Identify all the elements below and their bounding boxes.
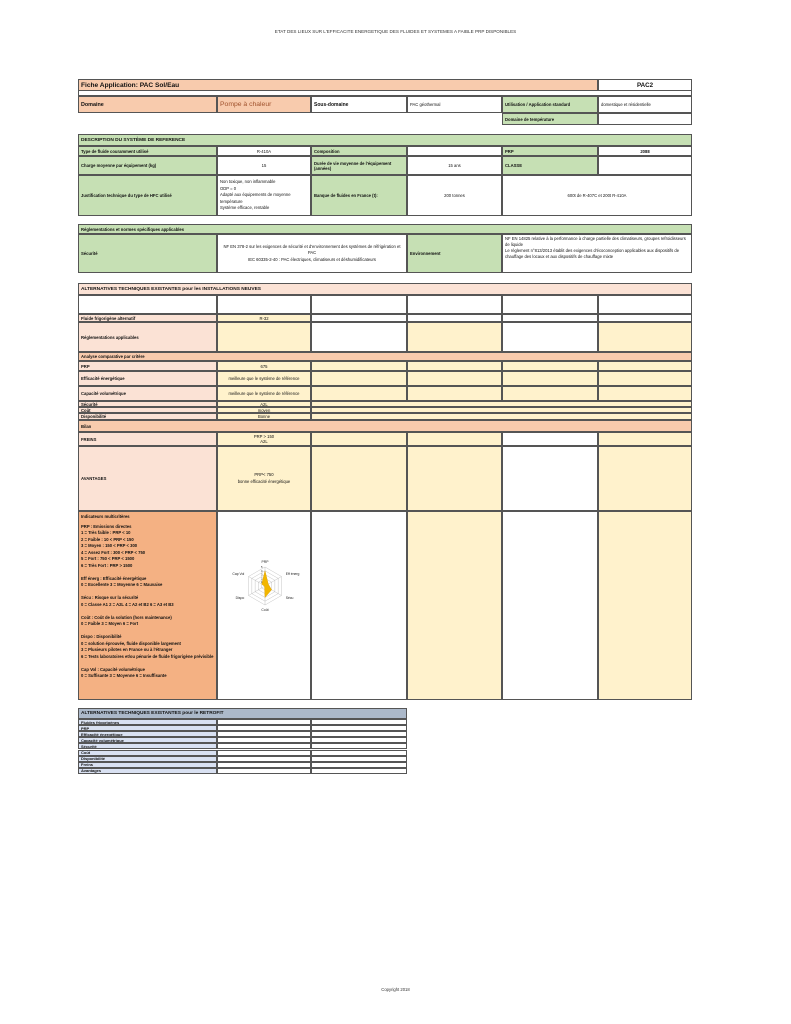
- prp-ref-label: PRP: [502, 146, 598, 156]
- capacite-label: Capacité volumétrique: [78, 386, 217, 401]
- freins-label: FREINS: [78, 432, 217, 446]
- prp-alt-label: PRP: [78, 361, 217, 371]
- empty-cell: [598, 295, 692, 314]
- dispo-label: Disponibilité: [78, 413, 217, 420]
- duree-label: Durée de vie moyenne de l'équipement (années): [311, 156, 407, 175]
- type-fluide-value: R-410A: [217, 146, 311, 156]
- type-fluide-label: Type de fluide couramment utilisé: [78, 146, 217, 156]
- retrofit-row-label: Freins: [78, 762, 217, 768]
- empty-cell: [311, 413, 692, 420]
- domaine-temp-label: Domaine de température: [502, 113, 598, 125]
- composition-value: [407, 146, 502, 156]
- radar-axis-label: PRP: [261, 560, 269, 565]
- radar-series-area: [260, 568, 272, 598]
- charge-value: 15: [217, 156, 311, 175]
- retrofit-row-label: Fluides frigorigènes: [78, 719, 217, 725]
- environnement-label: Environnement: [407, 234, 502, 273]
- empty-cell: [78, 295, 217, 314]
- cout-value: moyen: [217, 407, 311, 413]
- environnement-value: NF EN 14825 relative à la performance à charge partielle des climatiseurs, groupes refroidisseurs de liquide Le règlement n°813/2013 établit des exigences d'écoconception applicables aux dispositifs de chauffage des locaux et aux dispositifs de chauffage mixte: [502, 234, 692, 273]
- empty-cell: [407, 322, 502, 352]
- fiche-code: PAC2: [598, 79, 692, 91]
- banque-value: 200 tonnes: [407, 175, 502, 216]
- prp-ref-value: 2088: [598, 146, 692, 156]
- empty-cell: [598, 386, 692, 401]
- retrofit-row-label: Disponibilité: [78, 756, 217, 762]
- empty-cell: [598, 314, 692, 322]
- domaine-label: Domaine: [78, 96, 217, 113]
- empty-cell: [311, 314, 407, 322]
- empty-cell: [502, 511, 598, 700]
- empty-cell: [598, 511, 692, 700]
- empty-cell: [311, 295, 407, 314]
- empty-cell: [598, 446, 692, 511]
- cout-label: Coût: [78, 407, 217, 413]
- retrofit-row-label: Efficacité énergétique: [78, 731, 217, 737]
- reglementation-section-title: Réglementations et normes spécifiques applicables: [78, 224, 692, 234]
- empty-cell: [598, 361, 692, 371]
- analyse-label: Analyse comparative par critère: [78, 352, 692, 361]
- empty-cell: [407, 361, 502, 371]
- prp-alt-value: 675: [217, 361, 311, 371]
- radar-axis: [249, 586, 265, 596]
- empty-cell: [502, 361, 598, 371]
- empty-cell: [407, 314, 502, 322]
- empty-cell: [502, 314, 598, 322]
- retrofit-title: ALTERNATIVES TECHNIQUES EXISTANTES pour le RETROFIT: [78, 708, 407, 719]
- empty-cell: [502, 295, 598, 314]
- radar-cell: [217, 511, 311, 700]
- empty-cell: [311, 386, 407, 401]
- empty-cell: [502, 386, 598, 401]
- alt-neuves-title: ALTERNATIVES TECHNIQUES EXISTANTES pour les INSTALLATIONS NEUVES: [78, 283, 692, 295]
- efficacite-label: Efficacité énergétique: [78, 371, 217, 386]
- efficacite-value: meilleure que le système de référence: [217, 371, 311, 386]
- radar-scale-label: 2: [260, 576, 263, 581]
- empty-cell: [217, 322, 311, 352]
- composition-label: Composition: [311, 146, 407, 156]
- retrofit-row-label: Avantages: [78, 768, 217, 774]
- securite-reg-value: NF EN 378-2 sur les exigences de sécurité et d'environnement des systèmes de réfrigération et PAC IEC 60335-2-40 : PAC électriques, climatiseurs et déshumidificateurs: [217, 234, 407, 273]
- radar-axis-label: Cap Vol: [232, 572, 245, 577]
- radar-axis-label: Coût: [261, 607, 269, 612]
- charge-label: Charge moyenne par équipement (kg): [78, 156, 217, 175]
- empty-cell: [407, 386, 502, 401]
- avantages-label: AVANTAGES: [78, 446, 217, 511]
- reglementations-applicables-label: Réglementations applicables: [78, 322, 217, 352]
- indicateurs-block: [78, 511, 217, 700]
- securite-reg-label: Sécurité: [78, 234, 217, 273]
- empty-cell: [407, 432, 502, 446]
- capacite-value: meilleure que le système de référence: [217, 386, 311, 401]
- empty-cell: [407, 511, 502, 700]
- empty-cell: [311, 446, 407, 511]
- classe-label: CLASSE: [502, 156, 598, 175]
- empty-cell: [502, 322, 598, 352]
- empty-cell: [502, 371, 598, 386]
- empty-cell: [502, 446, 598, 511]
- empty-cell: [407, 446, 502, 511]
- empty-cell: [407, 295, 502, 314]
- securite-alt-label: Sécurité: [78, 401, 217, 407]
- fiche-title: Fiche Application: PAC Sol/Eau: [78, 79, 598, 91]
- freins-value: PRP > 150 A2L: [217, 432, 311, 446]
- empty-cell: [311, 371, 407, 386]
- dispo-value: Bonne: [217, 413, 311, 420]
- fluide-alt-label: Fluide frigorigène alternatif: [78, 314, 217, 322]
- indicateurs-title: Indicateurs multicritères: [81, 514, 130, 519]
- retrofit-row-cell: [311, 768, 407, 774]
- radar-scale-label: 4: [260, 568, 263, 573]
- radar-axis-label: Dispo: [235, 595, 245, 600]
- justif-value: Non toxique, non inflammable ODP = 0 Adapté aux équipements de moyenne température Système efficace, rentable: [217, 175, 311, 216]
- avantages-value: PRP< 750 bonne efficacité énergétique: [217, 446, 311, 511]
- retrofit-row-cell: [217, 768, 311, 774]
- classe-value: [598, 156, 692, 175]
- fluide-alt-value: R-32: [217, 314, 311, 322]
- empty-cell: [217, 295, 311, 314]
- empty-cell: [311, 322, 407, 352]
- securite-alt-value: A2L: [217, 401, 311, 407]
- radar-axis-label: Sécu: [285, 595, 294, 600]
- banque-label: Banque de fluides en France (t):: [311, 175, 407, 216]
- empty-cell: [502, 432, 598, 446]
- indicateurs-text: PRP : Emissions directes 1 = Très faible : PRP < 10 2 = Faible : 10 < PRP < 150 3 = Moyen : 150 < PRP < 300 4 = Assez Fort : 300 < PRP < 750 5 = Fort : 750 < PRP < 1500 6 = Très Fort : PRP > 1500 Eff énerg : Efficacité énergétique 0 = Excellente 3 = Moyenne 6 = Mauvaise Sécu : Risque sur la sécurité 0 = Classe A1 2 = A2L 4 = A2 et B2 6 = A3 et B3 Coût : Coût de la solution (hors maintenance) 0 = Faible 3 = Moyen 6 = Fort Dispo : Disponibilité 0 = solution éprouvée, fluide disponible largement 3 = Plusieurs pilotes en France ou à l'étranger 6 = Tests laboratoires et/ou pénurie de fluide frigorigène prévisible Cap Vol : Capacité volumétrique 0 = Suffisante 3 = Moyenne 6 = Insuffisante: [81, 523, 214, 678]
- empty-cell: [598, 432, 692, 446]
- empty-cell: [598, 371, 692, 386]
- retrofit-row-label: Capacité volumétrique: [78, 737, 217, 743]
- empty-cell: [407, 371, 502, 386]
- empty-cell: [311, 361, 407, 371]
- page-header: ETAT DES LIEUX SUR L'EFFICACITE ENERGETIQUE DES FLUIDES ET SYSTEMES A FAIBLE PRP DISPONIBLES: [274, 29, 517, 34]
- empty-cell: [311, 432, 407, 446]
- radar-chart: [218, 512, 311, 700]
- retrofit-row-label: Sécurité: [78, 743, 217, 749]
- utilisation-label: Utilisation / Application standard: [502, 96, 598, 113]
- banque-note: 600t de R-407C et 200t R-410A: [502, 175, 692, 216]
- retrofit-row-label: Coût: [78, 750, 217, 756]
- radar-scale-label: 1: [260, 580, 263, 585]
- sous-domaine-value: PAC géothermal: [407, 96, 502, 113]
- bilan-label: Bilan: [78, 420, 692, 432]
- duree-value: 15 ans: [407, 156, 502, 175]
- reference-section-title: DESCRIPTION DU SYSTÈME DE REFERENCE: [78, 134, 692, 146]
- empty-cell: [311, 511, 407, 700]
- radar-axis-label: Eff énerg: [285, 572, 300, 577]
- page-footer: Copyright 2018: [381, 987, 410, 992]
- radar-scale-label: 3: [260, 572, 263, 577]
- retrofit-row-label: PRP: [78, 725, 217, 731]
- domaine-temp-value: [598, 113, 692, 125]
- sous-domaine-label: Sous-domaine: [311, 96, 407, 113]
- utilisation-value: domestique et résidentielle: [598, 96, 692, 113]
- justif-label: Justification technique du type de HFC utilisé: [78, 175, 217, 216]
- domaine-value: Pompe à chaleur: [217, 96, 311, 113]
- empty-cell: [598, 322, 692, 352]
- radar-scale-label: 5: [260, 565, 263, 569]
